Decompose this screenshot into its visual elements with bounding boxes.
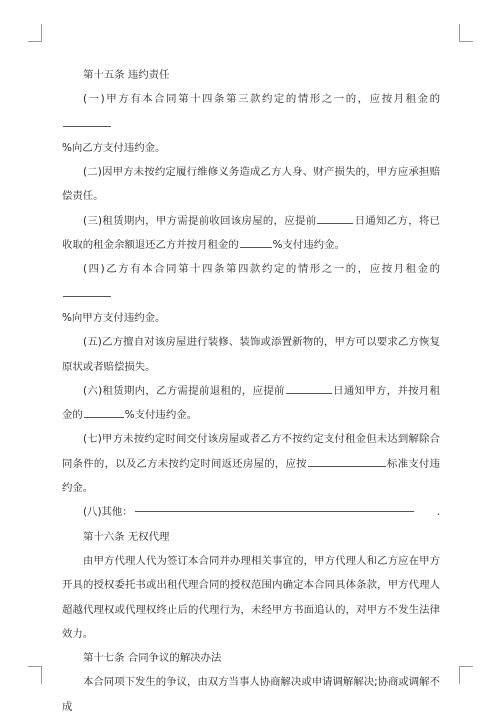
blank-field[interactable] — [84, 406, 124, 418]
blank-field[interactable] — [240, 236, 272, 248]
article-15-title: 第十五条 违约责任 — [83, 69, 170, 81]
clause-15-1: (一)甲方有本合同第十四条第三款约定的情形之一的，应按月租金的 %向乙方支付违约金。 — [62, 93, 440, 154]
clause-15-2: (二)因甲方未按约定履行维修义务造成乙方人身、财产损失的，甲方应承担赔偿责任。 — [62, 166, 440, 203]
article-17-title: 第十七条 合同争议的解决办法 — [83, 652, 222, 665]
crop-mark-top-right — [459, 24, 473, 42]
blank-field[interactable] — [63, 285, 111, 297]
clause-15-5: (五)乙方擅自对该房屋进行装修、装饰或添置新物的，甲方可以要求乙方恢复原状或者赔偿损失。 — [62, 336, 440, 373]
clause-15-4: (四)乙方有本合同第十四条第四款约定的情形之一的，应按月租金的 %向甲方支付违约金。 — [62, 263, 440, 324]
article-16-title: 第十六条 无权代理 — [83, 530, 170, 543]
crop-mark-bottom-left — [28, 666, 42, 684]
blank-field[interactable] — [317, 212, 353, 224]
blank-field[interactable] — [308, 455, 386, 467]
clause-15-3: (三)租赁期内，甲方需提前收回该房屋的，应提前 日通知乙方，将已收取的租金余额退还乙方并按月租金的 %支付违约金。 — [62, 209, 440, 258]
blank-field[interactable] — [63, 115, 111, 127]
clause-15-8: (八)其他： . — [62, 500, 440, 524]
article-16-body: 由甲方代理人代为签订本合同并办理相关事宜的，甲方代理人和乙方应在甲方开具的授权委托书或出租代理合同的授权范围内确定本合同具体条款，甲方代理人超越代理权或代理权终止后的代理行为，未经甲方书面追认的，对甲方不发生法律效力。 — [62, 554, 440, 640]
crop-mark-top-left — [28, 24, 42, 42]
document-body — [62, 63, 440, 719]
clause-15-6: (六)租赁期内，乙方需提前退租的，应提前 日通知甲方，并按月租金的 %支付违约金。 — [62, 379, 440, 428]
article-17-body: 本合同项下发生的争议，由双方当事人协商解决或申请调解解决;协商或调解不成 — [62, 676, 440, 713]
clause-15-7: (七)甲方未按约定时间交付该房屋或者乙方不按约定支付租金但未达到解除合同条件的，以及乙方未按约定时间返还房屋的，应按 标准支付违约金。 — [62, 433, 441, 495]
crop-mark-bottom-right — [459, 666, 473, 684]
blank-field[interactable] — [286, 382, 332, 394]
blank-field[interactable] — [135, 500, 414, 512]
